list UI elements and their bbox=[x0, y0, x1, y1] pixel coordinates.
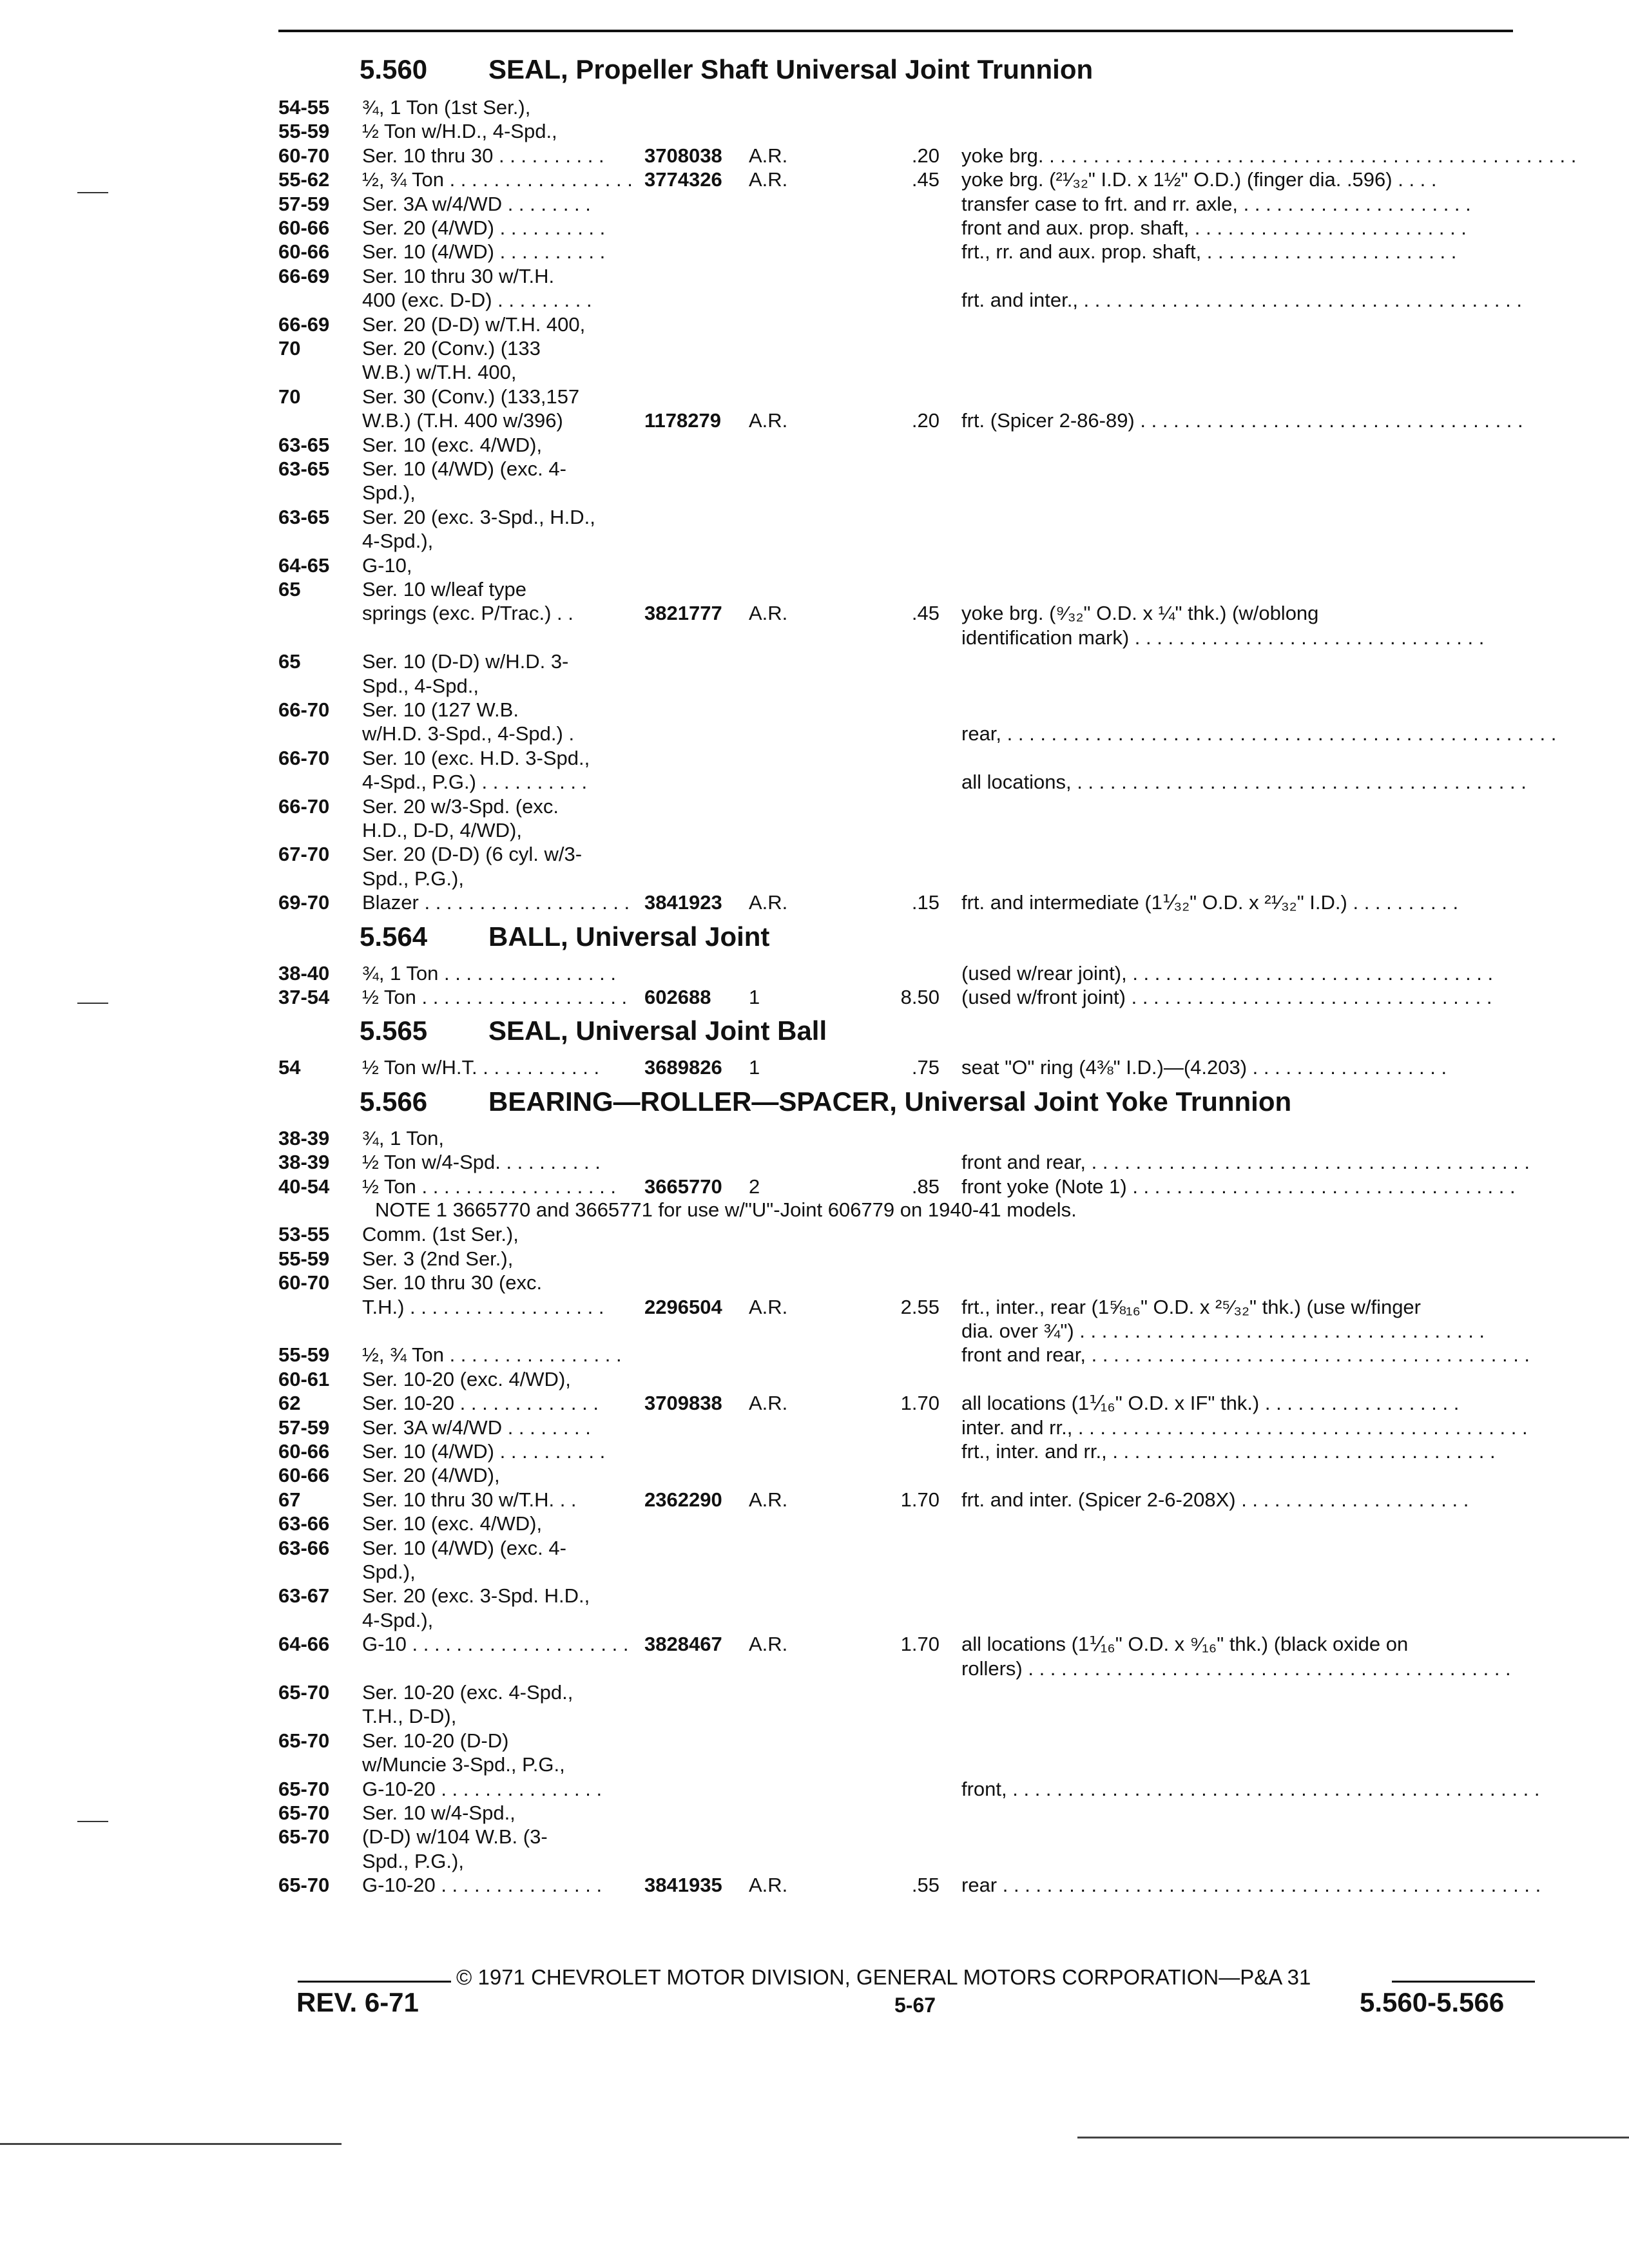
model-years: 62 bbox=[278, 1392, 301, 1415]
usage-description: all locations (1⅟₁₆" O.D. x ⁹⁄₁₆" thk.) (black oxide on bbox=[961, 1633, 1409, 1656]
footer-copyright: © 1971 CHEVROLET MOTOR DIVISION, GENERAL MOTORS CORPORATION—P&A 31 bbox=[456, 1965, 1311, 1989]
model-years: 66-70 bbox=[278, 794, 330, 818]
price: .15 bbox=[911, 891, 940, 914]
usage-description: dia. over ¾") . . . . . . . . . . . . . . . . . . . . . . . . . . . . . . . . . . . . . bbox=[961, 1320, 1485, 1342]
model-description: 4-Spd., P.G.) . . . . . . . . . . bbox=[362, 771, 588, 794]
section-number: 5.564 bbox=[360, 921, 428, 952]
model-years: 66-69 bbox=[278, 312, 330, 336]
model-years: 65-70 bbox=[278, 1777, 330, 1800]
model-description: Ser. 10 thru 30 . . . . . . . . . . bbox=[362, 144, 604, 167]
model-description: Ser. 3 (2nd Ser.), bbox=[362, 1247, 514, 1270]
usage-description: frt., inter., rear (1⅝₁₆" O.D. x ²⁵⁄₃₂" thk.) (use w/finger bbox=[961, 1295, 1421, 1318]
part-number: 3828467 bbox=[644, 1633, 722, 1656]
section-title: BALL, Universal Joint bbox=[488, 921, 770, 952]
model-description: W.B.) w/T.H. 400, bbox=[362, 361, 517, 384]
model-years: 55-62 bbox=[278, 168, 330, 191]
quantity: A.R. bbox=[749, 168, 788, 191]
model-description: Ser. 3A w/4/WD . . . . . . . . bbox=[362, 192, 591, 215]
model-years: 67 bbox=[278, 1488, 301, 1511]
quantity: A.R. bbox=[749, 1295, 788, 1318]
model-years: 65 bbox=[278, 650, 301, 673]
model-years: 70 bbox=[278, 385, 301, 408]
model-years: 65 bbox=[278, 578, 301, 601]
model-description: ½ Ton w/4-Spd. . . . . . . . . . bbox=[362, 1151, 601, 1174]
model-description: Ser. 30 (Conv.) (133,157 bbox=[362, 385, 580, 408]
model-description: Ser. 10-20 (D-D) bbox=[362, 1729, 509, 1752]
model-description: Ser. 10 w/4-Spd., bbox=[362, 1802, 516, 1824]
model-description: ½, ¾ Ton . . . . . . . . . . . . . . . . . bbox=[362, 168, 633, 191]
model-description: Ser. 20 (D-D) (6 cyl. w/3- bbox=[362, 843, 583, 866]
model-description: Ser. 10 thru 30 (exc. bbox=[362, 1271, 543, 1294]
model-years: 60-66 bbox=[278, 216, 330, 239]
model-description: G-10 . . . . . . . . . . . . . . . . . . . . bbox=[362, 1633, 629, 1656]
model-years: 55-59 bbox=[278, 1247, 330, 1270]
model-years: 66-70 bbox=[278, 698, 330, 721]
quantity: 1 bbox=[749, 1056, 760, 1079]
quantity: A.R. bbox=[749, 1488, 788, 1511]
model-description: ½, ¾ Ton . . . . . . . . . . . . . . . . bbox=[362, 1343, 622, 1367]
model-description: Ser. 10 w/leaf type bbox=[362, 578, 527, 601]
model-description: ¾, 1 Ton, bbox=[362, 1126, 444, 1149]
model-description: Ser. 3A w/4/WD . . . . . . . . bbox=[362, 1416, 591, 1439]
model-description: Ser. 20 w/3-Spd. (exc. bbox=[362, 794, 559, 818]
model-description: G-10, bbox=[362, 553, 412, 577]
model-description: Comm. (1st Ser.), bbox=[362, 1223, 519, 1246]
section-number: 5.560 bbox=[360, 54, 428, 84]
footer-revision: REV. 6-71 bbox=[296, 1987, 419, 2017]
model-description: Ser. 10-20 (exc. 4-Spd., bbox=[362, 1681, 574, 1704]
footer-rule-right bbox=[1392, 1981, 1535, 1983]
usage-description: yoke brg. (⁹⁄₃₂" O.D. x ¼" thk.) (w/oblong bbox=[961, 602, 1319, 625]
section-number: 5.565 bbox=[360, 1015, 428, 1046]
model-description: ½ Ton w/H.D., 4-Spd., bbox=[362, 120, 557, 143]
price: .55 bbox=[911, 1874, 940, 1897]
section-title: SEAL, Propeller Shaft Universal Joint Trunnion bbox=[488, 54, 1094, 84]
quantity: A.R. bbox=[749, 891, 788, 914]
quantity: 1 bbox=[749, 986, 760, 1008]
model-years: 60-70 bbox=[278, 1271, 330, 1294]
section-header bbox=[360, 1086, 1291, 1117]
model-description: w/H.D. 3-Spd., 4-Spd.) . bbox=[362, 722, 575, 745]
bottom-scan-line bbox=[1077, 2137, 1629, 2138]
usage-description: frt. and inter., . . . . . . . . . . . . . . . . . . . . . . . . . . . . . . . . . . . . . . . . bbox=[961, 289, 1522, 312]
model-description: T.H.) . . . . . . . . . . . . . . . . . . bbox=[362, 1295, 604, 1318]
model-years: 60-66 bbox=[278, 1464, 330, 1487]
model-years: 60-66 bbox=[278, 1440, 330, 1463]
model-description: 400 (exc. D-D) . . . . . . . . . bbox=[362, 289, 592, 312]
model-description: T.H., D-D), bbox=[362, 1705, 457, 1728]
model-years: 63-66 bbox=[278, 1512, 330, 1535]
usage-description: front and rear, . . . . . . . . . . . . . . . . . . . . . . . . . . . . . . . . . . . . . . . . bbox=[961, 1343, 1530, 1367]
usage-description: frt., inter. and rr., . . . . . . . . . . . . . . . . . . . . . . . . . . . . . . . . . . . bbox=[961, 1440, 1496, 1463]
model-years: 38-39 bbox=[278, 1151, 330, 1174]
model-years: 57-59 bbox=[278, 192, 330, 215]
model-years: 63-67 bbox=[278, 1584, 330, 1608]
model-years: 64-66 bbox=[278, 1633, 330, 1656]
model-years: 38-40 bbox=[278, 961, 330, 985]
model-years: 67-70 bbox=[278, 843, 330, 866]
model-years: 60-66 bbox=[278, 240, 330, 264]
model-years: 57-59 bbox=[278, 1416, 330, 1439]
model-description: 4-Spd.), bbox=[362, 1608, 434, 1631]
price: 8.50 bbox=[900, 986, 940, 1008]
part-number: 3821777 bbox=[644, 602, 722, 625]
model-description: w/Muncie 3-Spd., P.G., bbox=[362, 1753, 565, 1776]
model-years: 69-70 bbox=[278, 891, 330, 914]
model-description: Blazer . . . . . . . . . . . . . . . . . . . bbox=[362, 891, 630, 914]
margin-tick bbox=[77, 192, 108, 193]
top-rule bbox=[278, 30, 1513, 32]
model-years: 38-39 bbox=[278, 1126, 330, 1149]
part-number: 1178279 bbox=[644, 409, 721, 432]
part-number: 2296504 bbox=[644, 1295, 722, 1318]
usage-description: frt. and intermediate (1⅟₃₂" O.D. x ²¹⁄₃₂" I.D.) . . . . . . . . . . bbox=[961, 891, 1459, 914]
model-description: Spd., P.G.), bbox=[362, 867, 464, 890]
model-description: Ser. 20 (exc. 3-Spd. H.D., bbox=[362, 1584, 590, 1608]
model-description: Ser. 20 (4/WD), bbox=[362, 1464, 500, 1487]
model-description: Ser. 10-20 (exc. 4/WD), bbox=[362, 1367, 571, 1390]
model-years: 65-70 bbox=[278, 1874, 330, 1897]
price: 1.70 bbox=[900, 1488, 940, 1511]
model-description: ½ Ton . . . . . . . . . . . . . . . . . . bbox=[362, 1175, 616, 1198]
model-years: 65-70 bbox=[278, 1802, 330, 1824]
model-description: ¾, 1 Ton . . . . . . . . . . . . . . . . bbox=[362, 961, 616, 985]
model-description: springs (exc. P/Trac.) . . bbox=[362, 602, 574, 625]
usage-description: rollers) . . . . . . . . . . . . . . . . . . . . . . . . . . . . . . . . . . . . . . . . . . . . bbox=[961, 1657, 1511, 1680]
model-years: 70 bbox=[278, 337, 301, 360]
footnote: NOTE 1 3665770 and 3665771 for use w/"U"-Joint 606779 on 1940-41 models. bbox=[375, 1198, 1077, 1221]
usage-description: frt., rr. and aux. prop. shaft, . . . . . . . . . . . . . . . . . . . . . . . bbox=[961, 240, 1457, 264]
price: 1.70 bbox=[900, 1633, 940, 1656]
model-years: 66-69 bbox=[278, 264, 330, 287]
model-description: Ser. 10-20 . . . . . . . . . . . . . bbox=[362, 1392, 599, 1415]
model-description: Spd., P.G.), bbox=[362, 1849, 464, 1872]
footer-rule-left bbox=[298, 1981, 451, 1983]
price: .20 bbox=[911, 409, 940, 432]
usage-description: front yoke (Note 1) . . . . . . . . . . . . . . . . . . . . . . . . . . . . . . . . . . . bbox=[961, 1175, 1516, 1198]
model-description: Ser. 20 (D-D) w/T.H. 400, bbox=[362, 312, 586, 336]
model-years: 40-54 bbox=[278, 1175, 330, 1198]
price: .85 bbox=[911, 1175, 940, 1198]
model-description: Ser. 10 thru 30 w/T.H. bbox=[362, 264, 555, 287]
usage-description: frt. and inter. (Spicer 2-6-208X) . . . . . . . . . . . . . . . . . . . . . bbox=[961, 1488, 1469, 1511]
price: .20 bbox=[911, 144, 940, 167]
part-number: 3841935 bbox=[644, 1874, 722, 1897]
model-years: 64-65 bbox=[278, 553, 330, 577]
model-description: Spd.), bbox=[362, 481, 416, 505]
usage-description: transfer case to frt. and rr. axle, . . . . . . . . . . . . . . . . . . . . . bbox=[961, 192, 1471, 215]
model-years: 66-70 bbox=[278, 746, 330, 769]
model-description: ½ Ton w/H.T. . . . . . . . . . . . bbox=[362, 1056, 600, 1079]
model-description: Ser. 10 (D-D) w/H.D. 3- bbox=[362, 650, 569, 673]
model-years: 65-70 bbox=[278, 1729, 330, 1752]
section-header bbox=[360, 54, 1093, 85]
model-description: 4-Spd.), bbox=[362, 530, 434, 553]
model-description: Ser. 10 (4/WD) (exc. 4- bbox=[362, 1536, 566, 1559]
bottom-scan-line bbox=[0, 2143, 342, 2145]
model-description: Ser. 10 (exc. 4/WD), bbox=[362, 433, 543, 456]
part-number: 3689826 bbox=[644, 1056, 722, 1079]
section-header bbox=[360, 1015, 827, 1046]
model-years: 63-66 bbox=[278, 1536, 330, 1559]
model-years: 55-59 bbox=[278, 1343, 330, 1367]
model-description: G-10-20 . . . . . . . . . . . . . . . bbox=[362, 1874, 602, 1897]
usage-description: rear . . . . . . . . . . . . . . . . . . . . . . . . . . . . . . . . . . . . . . . . . . . . . . . . . bbox=[961, 1874, 1541, 1897]
section-number: 5.566 bbox=[360, 1086, 428, 1117]
model-description: H.D., D-D, 4/WD), bbox=[362, 819, 522, 841]
part-number: 3841923 bbox=[644, 891, 722, 914]
model-years: 54-55 bbox=[278, 96, 330, 119]
usage-description: yoke brg. . . . . . . . . . . . . . . . . . . . . . . . . . . . . . . . . . . . . . . . . . . . . . . . . bbox=[961, 144, 1577, 167]
section-title: BEARING—ROLLER—SPACER, Universal Joint Yoke Trunnion bbox=[488, 1086, 1292, 1117]
quantity: A.R. bbox=[749, 1392, 788, 1415]
usage-description: inter. and rr., . . . . . . . . . . . . . . . . . . . . . . . . . . . . . . . . . . . . . . . . . bbox=[961, 1416, 1528, 1439]
usage-description: frt. (Spicer 2-86-89) . . . . . . . . . . . . . . . . . . . . . . . . . . . . . . . . . . . bbox=[961, 409, 1523, 432]
model-description: Spd., 4-Spd., bbox=[362, 674, 479, 697]
quantity: A.R. bbox=[749, 1633, 788, 1656]
model-years: 63-65 bbox=[278, 457, 330, 480]
part-number: 3709838 bbox=[644, 1392, 722, 1415]
quantity: A.R. bbox=[749, 409, 788, 432]
usage-description: (used w/rear joint), . . . . . . . . . . . . . . . . . . . . . . . . . . . . . . . . . bbox=[961, 961, 1494, 985]
model-years: 60-61 bbox=[278, 1367, 330, 1390]
usage-description: seat "O" ring (4⅜" I.D.)—(4.203) . . . . . . . . . . . . . . . . . . bbox=[961, 1056, 1447, 1079]
model-description: Ser. 10 thru 30 w/T.H. . . bbox=[362, 1488, 577, 1511]
usage-description: front and rear, . . . . . . . . . . . . . . . . . . . . . . . . . . . . . . . . . . . . . . . . bbox=[961, 1151, 1530, 1174]
part-number: 2362290 bbox=[644, 1488, 722, 1511]
model-description: ½ Ton . . . . . . . . . . . . . . . . . . . bbox=[362, 986, 628, 1008]
model-description: ¾, 1 Ton (1st Ser.), bbox=[362, 96, 531, 119]
usage-description: identification mark) . . . . . . . . . . . . . . . . . . . . . . . . . . . . . . . . bbox=[961, 626, 1485, 649]
price: 2.55 bbox=[900, 1295, 940, 1318]
model-description: (D-D) w/104 W.B. (3- bbox=[362, 1825, 548, 1849]
model-years: 37-54 bbox=[278, 986, 330, 1008]
footer-page-number: 5-67 bbox=[894, 1994, 936, 2017]
model-years: 65-70 bbox=[278, 1681, 330, 1704]
model-description: Spd.), bbox=[362, 1561, 416, 1583]
model-description: Ser. 10 (4/WD) . . . . . . . . . . bbox=[362, 1440, 606, 1463]
part-number: 3774326 bbox=[644, 168, 722, 191]
part-number: 3708038 bbox=[644, 144, 722, 167]
usage-description: front and aux. prop. shaft, . . . . . . . . . . . . . . . . . . . . . . . . . bbox=[961, 216, 1467, 239]
section-header bbox=[360, 921, 769, 952]
price: 1.70 bbox=[900, 1392, 940, 1415]
model-years: 65-70 bbox=[278, 1825, 330, 1849]
model-years: 63-65 bbox=[278, 433, 330, 456]
part-number: 602688 bbox=[644, 986, 711, 1008]
model-years: 55-59 bbox=[278, 120, 330, 143]
quantity: 2 bbox=[749, 1175, 760, 1198]
usage-description: yoke brg. (²¹⁄₃₂" I.D. x 1½" O.D.) (finger dia. .596) . . . . bbox=[961, 168, 1437, 191]
model-description: Ser. 20 (Conv.) (133 bbox=[362, 337, 541, 360]
price: .45 bbox=[911, 602, 940, 625]
section-title: SEAL, Universal Joint Ball bbox=[488, 1015, 827, 1046]
model-description: Ser. 10 (4/WD) . . . . . . . . . . bbox=[362, 240, 606, 264]
price: .45 bbox=[911, 168, 940, 191]
usage-description: rear, . . . . . . . . . . . . . . . . . . . . . . . . . . . . . . . . . . . . . . . . . . . . . . . . . . bbox=[961, 722, 1557, 745]
model-description: Ser. 20 (4/WD) . . . . . . . . . . bbox=[362, 216, 606, 239]
part-number: 3665770 bbox=[644, 1175, 722, 1198]
quantity: A.R. bbox=[749, 602, 788, 625]
model-years: 63-65 bbox=[278, 505, 330, 528]
model-description: Ser. 10 (exc. 4/WD), bbox=[362, 1512, 543, 1535]
model-description: Ser. 10 (127 W.B. bbox=[362, 698, 519, 721]
model-description: W.B.) (T.H. 400 w/396) bbox=[362, 409, 563, 432]
model-years: 53-55 bbox=[278, 1223, 330, 1246]
model-description: Ser. 20 (exc. 3-Spd., H.D., bbox=[362, 505, 595, 528]
model-description: Ser. 10 (exc. H.D. 3-Spd., bbox=[362, 746, 590, 769]
footer-section-range: 5.560-5.566 bbox=[1360, 1987, 1505, 2017]
usage-description: (used w/front joint) . . . . . . . . . . . . . . . . . . . . . . . . . . . . . . . . . bbox=[961, 986, 1492, 1008]
model-description: Ser. 10 (4/WD) (exc. 4- bbox=[362, 457, 566, 480]
usage-description: front, . . . . . . . . . . . . . . . . . . . . . . . . . . . . . . . . . . . . . . . . . . . . . . . . bbox=[961, 1777, 1540, 1800]
usage-description: all locations, . . . . . . . . . . . . . . . . . . . . . . . . . . . . . . . . . . . . . . . . . bbox=[961, 771, 1527, 794]
price: .75 bbox=[911, 1056, 940, 1079]
margin-tick bbox=[77, 1003, 108, 1004]
quantity: A.R. bbox=[749, 1874, 788, 1897]
usage-description: all locations (1⅟₁₆" O.D. x IF" thk.) . . . . . . . . . . . . . . . . . . bbox=[961, 1392, 1460, 1415]
quantity: A.R. bbox=[749, 144, 788, 167]
margin-tick bbox=[77, 1821, 108, 1822]
model-years: 60-70 bbox=[278, 144, 330, 167]
model-description: G-10-20 . . . . . . . . . . . . . . . bbox=[362, 1777, 602, 1800]
model-years: 54 bbox=[278, 1056, 301, 1079]
